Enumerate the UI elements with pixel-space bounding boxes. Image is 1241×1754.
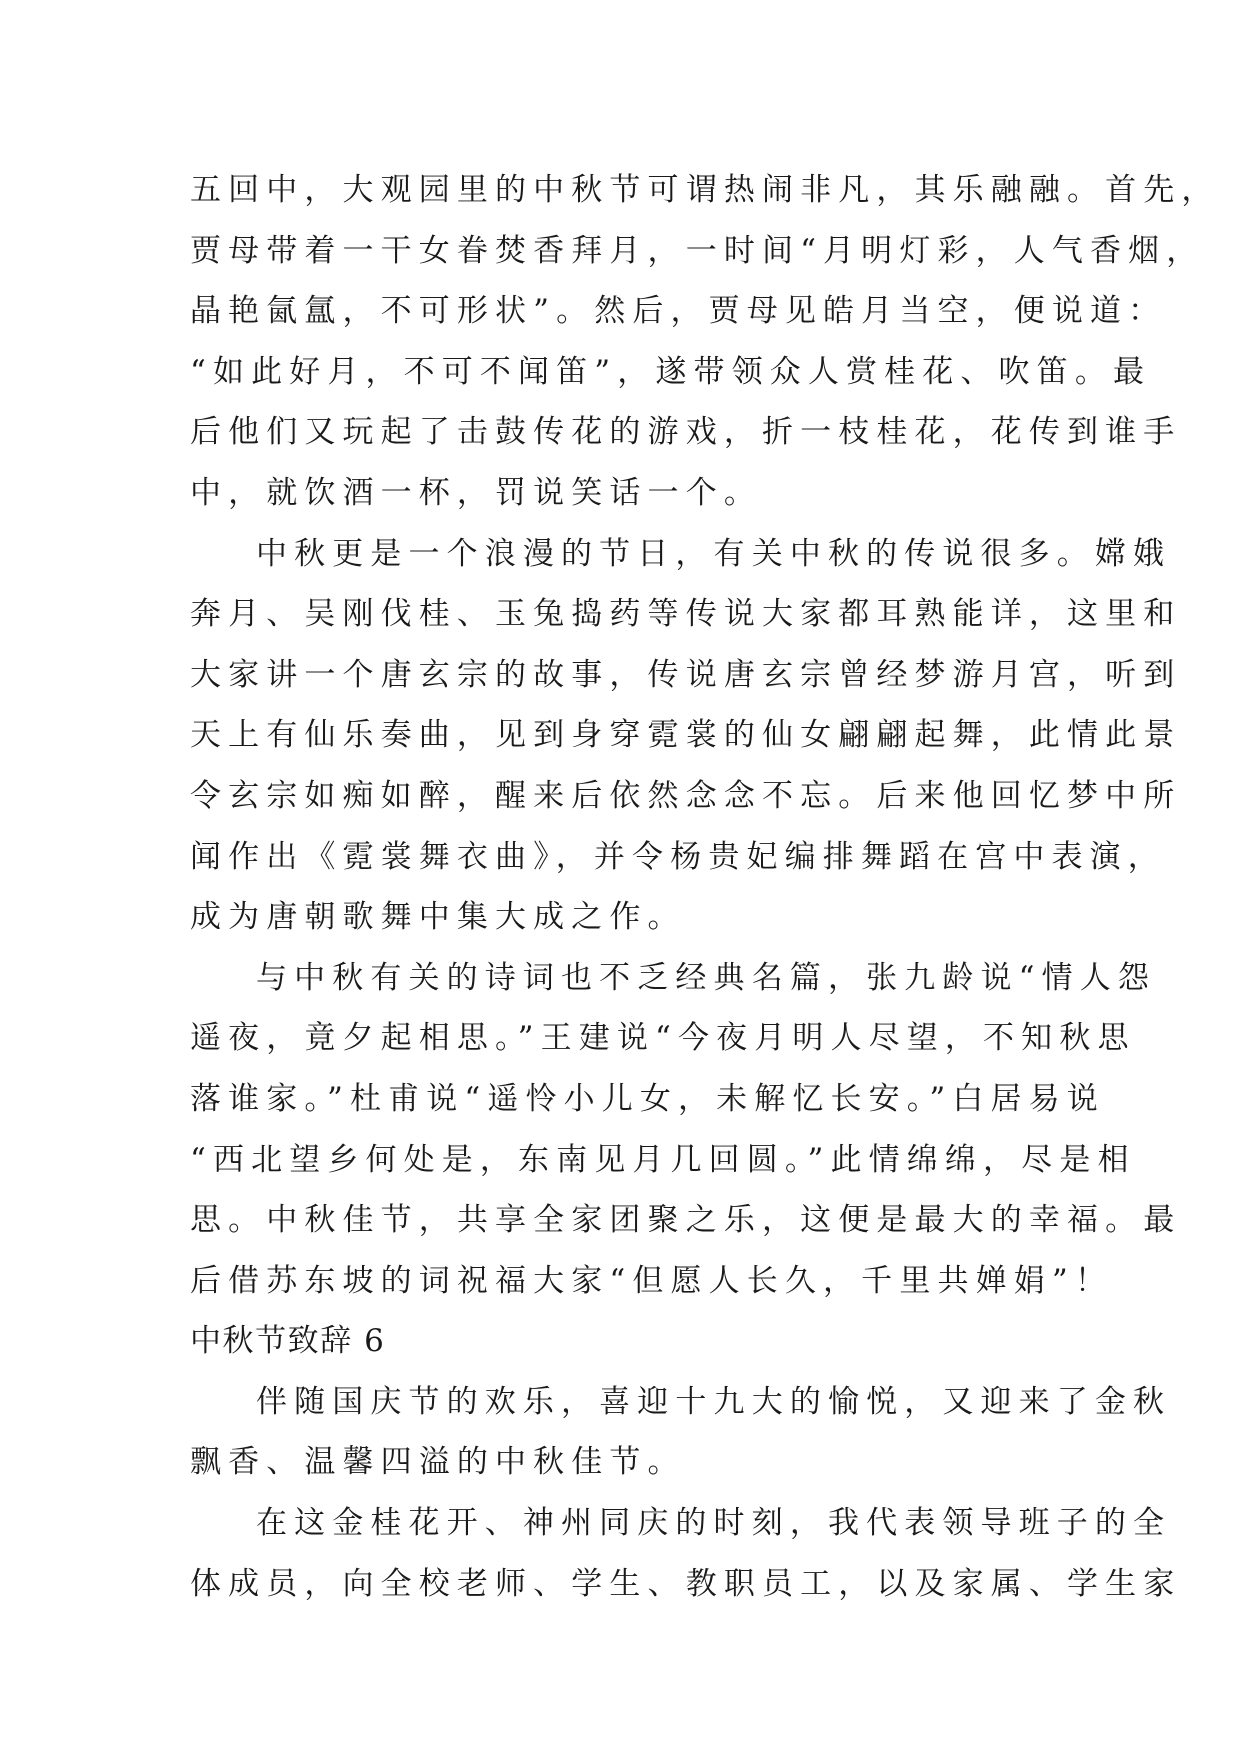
text-line: 大家讲一个唐玄宗的故事，传说唐玄宗曾经梦游月宫，听到 (190, 656, 1182, 693)
text-line: 中秋更是一个浪漫的节日，有关中秋的传说很多。嫦娥 (256, 535, 1172, 572)
text-line: 飘香、温馨四溢的中秋佳节。 (190, 1444, 686, 1481)
text-line: 体成员，向全校老师、学生、教职员工，以及家属、学生家 (190, 1565, 1182, 1602)
text-line: “如此好月，不可不闻笛”，遂带领众人赏桂花、吹笛。最 (190, 353, 1152, 390)
text-line: 闻作出《霓裳舞衣曲》，并令杨贵妃编排舞蹈在宫中表演， (190, 838, 1166, 875)
text-line: “西北望乡何处是，东南见月几回圆。”此情绵绵，尽是相 (190, 1141, 1136, 1178)
text-line: 令玄宗如痴如醉，醒来后依然念念不忘。后来他回忆梦中所 (190, 777, 1182, 814)
text-line: 思。中秋佳节，共享全家团聚之乐，这便是最大的幸福。最 (190, 1202, 1182, 1239)
text-line: 天上有仙乐奏曲，见到身穿霓裳的仙女翩翩起舞，此情此景 (190, 717, 1182, 754)
paragraph (190, 1372, 1172, 1493)
text-line: 后他们又玩起了击鼓传花的游戏，折一枝桂花，花传到谁手 (190, 414, 1182, 451)
paragraph (190, 948, 1182, 1312)
paragraph (190, 160, 1220, 524)
paragraph (190, 524, 1182, 948)
text-line: 贾母带着一干女眷焚香拜月，一时间“月明灯彩，人气香烟， (190, 232, 1205, 269)
text-line: 奔月、吴刚伐桂、玉兔捣药等传说大家都耳熟能详，这里和 (190, 596, 1182, 633)
paragraph (190, 1493, 1182, 1614)
text-line: 与中秋有关的诗词也不乏经典名篇，张九龄说“情人怨 (256, 959, 1156, 996)
section-heading: 中秋节致辞 6 (190, 1323, 386, 1360)
text-line: 晶艳氤氲，不可形状”。然后，贾母见皓月当空，便说道： (190, 293, 1167, 330)
text-line: 在这金桂花开、神州同庆的时刻，我代表领导班子的全 (256, 1505, 1172, 1542)
text-line: 落谁家。”杜甫说“遥怜小儿女，未解忆长安。”白居易说 (190, 1080, 1105, 1117)
text-line: 遥夜，竟夕起相思。”王建说“今夜月明人尽望，不知秋思 (190, 1020, 1136, 1057)
text-line: 五回中，大观园里的中秋节可谓热闹非凡，其乐融融。首先， (190, 172, 1220, 208)
text-line: 成为唐朝歌舞中集大成之作。 (190, 899, 686, 936)
text-line: 中，就饮酒一杯，罚说笑话一个。 (190, 474, 762, 511)
text-line: 伴随国庆节的欢乐，喜迎十九大的愉悦，又迎来了金秋 (256, 1383, 1172, 1420)
document-body (190, 160, 1220, 1614)
text-line: 后借苏东坡的词祝福大家“但愿人长久，千里共婵娟”！ (190, 1262, 1113, 1299)
